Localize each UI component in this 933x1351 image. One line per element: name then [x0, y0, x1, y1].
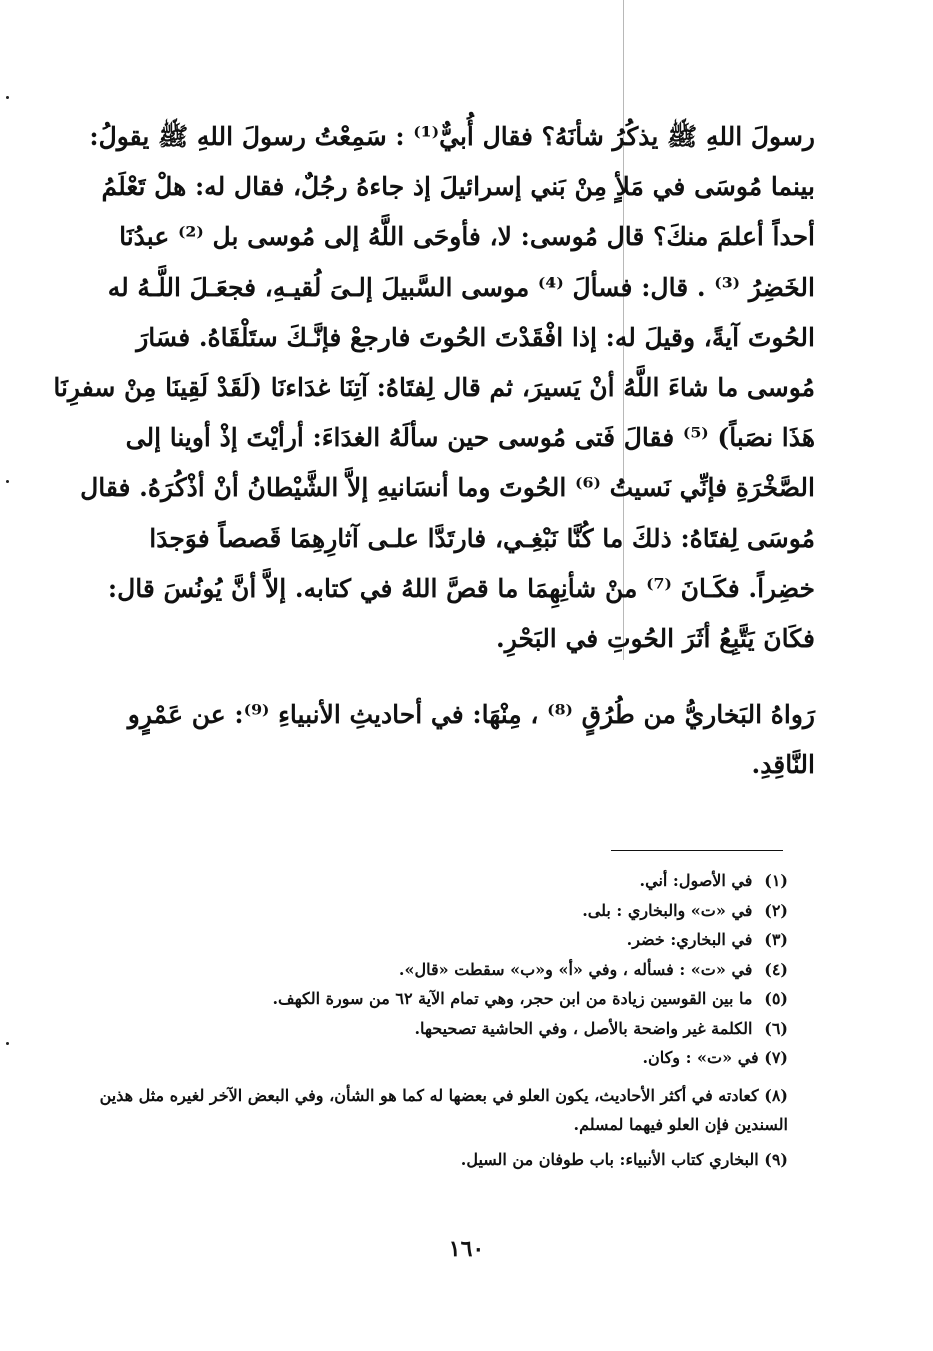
footnote [98, 1145, 788, 1175]
footnotes [98, 866, 788, 1174]
footnote-number: (٩) [764, 1149, 788, 1169]
footnote [98, 984, 788, 1014]
footnote-text: الكلمة غير واضحة بالأصل ، وفي الحاشية تصحيحها. [414, 1018, 753, 1038]
text-line: مُوسى ما شاءَ اللَّهُ أنْ يَسيرَ، ثم قال لِفتَاهُ: آتِنَا غدَاءنَا (لَقَدْ لَقِينَا مِنْ سفرِنَا [53, 372, 815, 402]
scan-edge-mark [6, 480, 9, 483]
text-line: رَواهُ البَخاريُّ من طُرُقٍ ⁽⁸⁾ ، مِنْهَا: في أحاديثِ الأنبياءِ ⁽⁹⁾: عن عَمْرٍو [127, 700, 815, 729]
footnote [98, 955, 788, 985]
footnote [98, 1043, 788, 1073]
text-line: خضِراً. فكَـانَ ⁽⁷⁾ منْ شأنِهِمَا ما قصَّ اللهُ في كتابه. إلاَّ أنَّ يُونُسَ قال: [107, 573, 815, 603]
footnote [98, 925, 788, 955]
text-line: الحُوتَ آيةً، وقيلَ له: إذا افْقَدْتَ الحُوتَ فارجعْ فإنَّـكَ ستَلْقَاهُ. فسَارَ [136, 322, 815, 352]
footnote-separator [611, 850, 783, 851]
text-line: فكَانَ يَتَّبِعُ أثَرَ الحُوتِ في البَحْرِ. [496, 623, 815, 653]
footnote [98, 1014, 788, 1044]
footnote-text: البخاري كتاب الأنبياء: باب طوفان من السيل. [460, 1149, 759, 1169]
footnote-text: كعادته في أكثر الأحاديث، يكون العلو في بعضها له كما هو الشأن، وفي البعض الآخر لغيره مثل هذين السندين فإن العلو فيهما لمسلم. [99, 1085, 788, 1134]
scan-edge-mark [6, 1042, 9, 1045]
footnote-number: (٦) [764, 1018, 788, 1038]
text-line: رسولَ اللهِ ﷺ يذكُرُ شأنَهُ؟ فقال أُبيٌّ⁽¹⁾ : سَمِعْتُ رسولَ اللهِ ﷺ يقولُ: [89, 122, 815, 151]
footnote-number: (٤) [764, 959, 788, 979]
footnote-text: في البخاري: خضر. [626, 930, 753, 949]
footnote-number: (٨) [764, 1085, 788, 1105]
page-number: ١٦٠ [448, 1236, 485, 1262]
text-line: أحداً أعلمَ منكَ؟ قال مُوسى: لا، فأوحَى اللَّهُ إلى مُوسى بل ⁽²⁾ عبدُنَا [119, 222, 815, 252]
narration-paragraph [125, 690, 815, 790]
text-line: هَذَا نصَباً) ⁽⁵⁾ فقالَ فَتى مُوسى حين سألَهُ الغدَاءَ: أرأيْتَ إذْ أوينا إلى [125, 423, 815, 453]
text-line: مُوسَى لِفتَاهُ: ذلكَ ما كُنَّا نَبْغِـي، فارتَدَّا علـى آثارِهِمَا قَصصاً فوَجدَا [149, 523, 815, 553]
footnote-text: في الأصول: أني. [639, 871, 753, 890]
footnote-number: (٢) [764, 900, 788, 920]
text-line: النَّاقِدِ. [751, 750, 815, 780]
footnote-number: (٧) [764, 1048, 788, 1067]
main-paragraph [53, 112, 815, 664]
text-line: بينما مُوسَى في مَلأٍ مِنْ بَني إسرائيلَ إذ جاءهُ رجُلٌ، فقال له: هلْ تَعْلَمُ [101, 172, 815, 202]
footnote [98, 866, 788, 896]
footnote-text: في «ت» : وكان. [642, 1048, 759, 1067]
scan-edge-mark [6, 96, 9, 99]
footnote-number: (٣) [764, 930, 788, 949]
footnote-number: (٥) [764, 989, 788, 1008]
footnote-text: ما بين القوسين زيادة من ابن حجر، وهي تمام الآية ٦٢ من سورة الكهف. [272, 989, 753, 1008]
text-line: الخَضِرُ ⁽³⁾ . قال: فسألَ ⁽⁴⁾ موسى السَّبيلَ إلـىَ لُقيـهِ، فجعَـلَ اللَّـهُ له [107, 272, 815, 302]
text-line: الصَّخْرَةِ فإنِّي نَسيتُ ⁽⁶⁾ الحُوتَ وما أنسَانيهِ إلاَّ الشَّيْطانُ أنْ أذْكُرَهُ. فقال [80, 473, 815, 503]
footnote-text: في «ت» : فسأله ، وفي «أ» و«ب» سقطت «قال». [398, 959, 753, 979]
footnote [98, 896, 788, 926]
footnote [98, 1081, 788, 1139]
footnote-text: في «ت» والبخاري : بلى. [582, 900, 753, 920]
footnote-number: (١) [764, 871, 788, 890]
